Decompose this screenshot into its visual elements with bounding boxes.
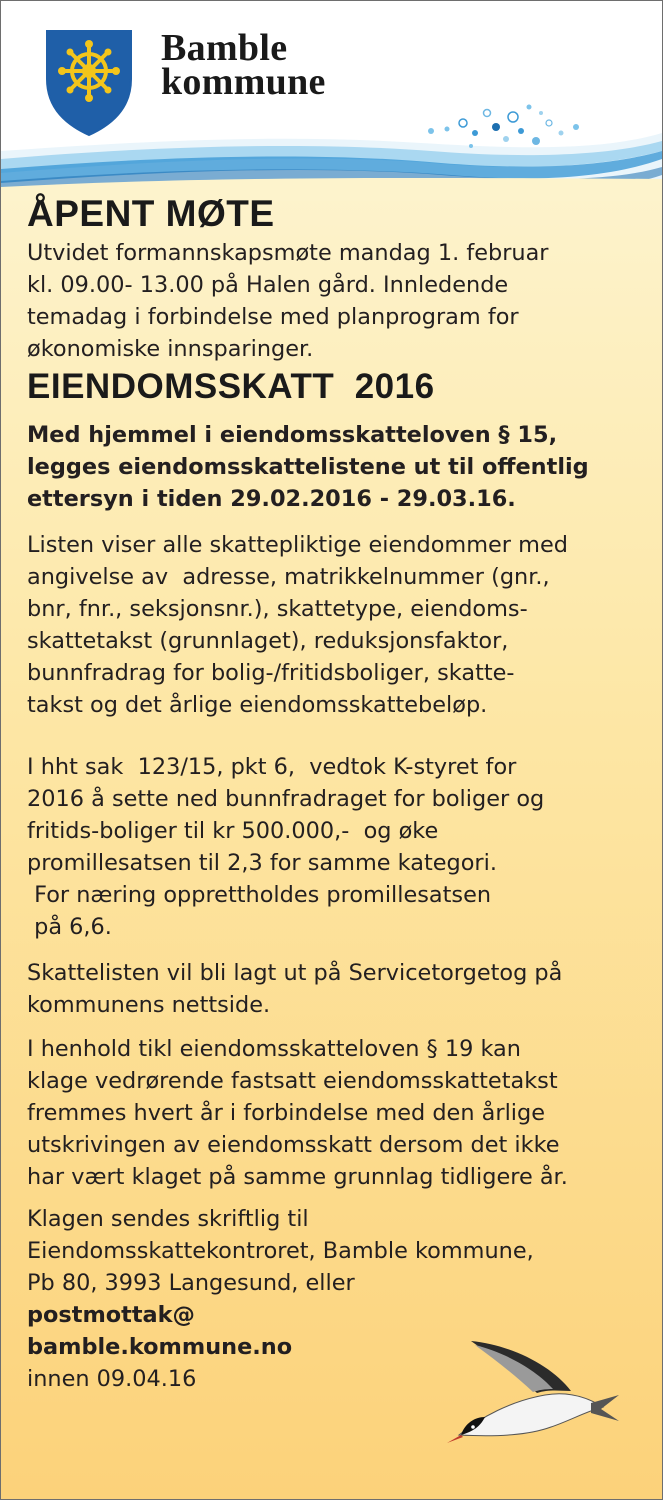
- text-line: utskrivingen av eiendomsskatt dersom det ikke: [27, 1132, 560, 1158]
- text-line: Listen viser alle skattepliktige eiendommer med: [27, 532, 568, 558]
- email-line-1[interactable]: postmottak@: [27, 1302, 195, 1328]
- tern-bird-icon: [441, 1331, 621, 1451]
- text-line: fremmes hvert år i forbindelse med den årlige: [27, 1100, 546, 1126]
- text-line: I hht sak 123/15, pkt 6, vedtok K-styret for: [27, 754, 517, 780]
- text-line: Med hjemmel i eiendomsskatteloven § 15,: [27, 422, 558, 448]
- text-line: ettersyn i tiden 29.02.2016 - 29.03.16.: [27, 486, 516, 512]
- content: [27, 191, 647, 1395]
- text-line: kommunens nettside.: [27, 992, 271, 1018]
- text-line: I henhold tikl eiendomsskatteloven § 19 kan: [27, 1036, 521, 1062]
- brand-name: [161, 27, 326, 103]
- text-line: Skattelisten vil bli lagt ut på Servicetorgetog på: [27, 960, 563, 986]
- text-line: legges eiendomsskattelistene ut til offentlig: [27, 454, 589, 480]
- text-line: Eiendomsskattekontroret, Bamble kommune,: [27, 1238, 534, 1264]
- brand-line-2: kommune: [161, 61, 326, 103]
- deadline-line: innen 09.04.16: [27, 1366, 197, 1392]
- property-tax-heading: EIENDOMSSKATT 2016: [27, 367, 435, 406]
- list-description: [27, 529, 647, 721]
- text-line: økonomiske innsparinger.: [27, 336, 314, 362]
- text-line: Utvidet formannskapsmøte mandag 1. februar: [27, 240, 549, 266]
- text-line: temadag i forbindelse med planprogram for: [27, 304, 519, 330]
- text-line: fritids-boliger til kr 500.000,- og øke: [27, 818, 439, 844]
- text-line: bnr, fnr., seksjonsnr.), skattetype, eiendoms-: [27, 596, 528, 622]
- open-meeting-heading: ÅPENT MØTE: [27, 193, 275, 234]
- text-line: skattetakst (grunnlaget), reduksjonsfaktor,: [27, 628, 509, 654]
- text-line: angivelse av adresse, matrikkelnummer (gnr.,: [27, 564, 550, 590]
- open-meeting-text: [27, 237, 647, 365]
- header-graphics: [1, 1, 662, 201]
- text-line: kl. 09.00- 13.00 på Halen gård. Innledende: [27, 272, 509, 298]
- text-line: bunnfradrag for bolig-/fritidsboliger, skatte-: [27, 660, 515, 686]
- text-line: 2016 å sette ned bunnfradraget for boliger og: [27, 786, 545, 812]
- decision-paragraph: [27, 751, 647, 943]
- text-line: Pb 80, 3993 Langesund, eller: [27, 1270, 355, 1296]
- text-line: klage vedrørende fastsatt eiendomsskattetakst: [27, 1068, 558, 1094]
- appeal-paragraph: [27, 1033, 647, 1193]
- text-line: For næring opprettholdes promillesatsen: [27, 882, 492, 908]
- email-line-2[interactable]: bamble.kommune.no: [27, 1334, 293, 1360]
- property-tax-intro: [27, 419, 647, 515]
- publication-paragraph: [27, 957, 647, 1021]
- header: [1, 1, 662, 201]
- text-line: takst og det årlige eiendomsskattebeløp.: [27, 692, 488, 718]
- text-line: promillesatsen til 2,3 for samme kategori.: [27, 850, 497, 876]
- brand-line-1: Bamble: [161, 27, 288, 69]
- text-line: Klagen sendes skriftlig til: [27, 1206, 309, 1232]
- bamble-coat-of-arms-icon: [47, 31, 131, 135]
- text-line: på 6,6.: [27, 914, 112, 940]
- text-line: har vært klaget på samme grunnlag tidligere år.: [27, 1164, 568, 1190]
